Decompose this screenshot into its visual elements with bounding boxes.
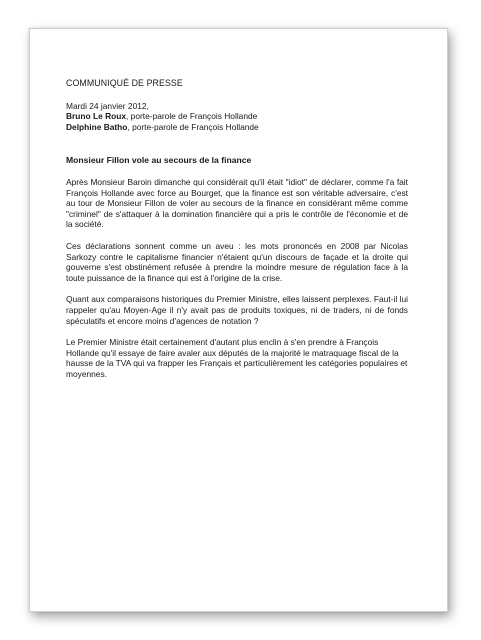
body-paragraph: Le Premier Ministre était certainement d'autant plus enclin à s'en prendre à François Hollande qu'il essaye de faire avaler aux députés de la majorité le matraquage fiscal de la hausse de la TVA qui va frapper les Français et particulièrement les catégories populaires et moyennes. (66, 337, 408, 379)
document-title: Monsieur Fillon vole au secours de la finance (66, 155, 252, 166)
speaker-name: Bruno Le Roux (66, 111, 127, 122)
speaker-role: , porte-parole de François Hollande (127, 121, 259, 132)
document-content (66, 78, 408, 379)
press-release-label: COMMUNIQUÉ DE PRESSE (66, 78, 183, 88)
speaker-name: Delphine Batho (66, 121, 128, 132)
document-meta (66, 101, 408, 133)
speaker-line (66, 111, 408, 122)
body-paragraph: Quant aux comparaisons historiques du Premier Ministre, elles laissent perplexes. Faut-il lui rappeler qu'au Moyen-Age il n'y avait pas de produits toxiques, ni de traders, ni de fonds spéculatifs et encore moins d'agences de notation ? (66, 294, 408, 326)
document-date: Mardi 24 janvier 2012, (66, 100, 149, 111)
speaker-role: , porte-parole de François Hollande (126, 111, 258, 122)
body-paragraph: Ces déclarations sonnent comme un aveu : les mots prononcés en 2008 par Nicolas Sarkozy contre le capitalisme financier n'étaient qu'un discours de façade et la droite qui gouverne s'est obstinément refusée à prendre la moindre mesure de régulation face à la toute puissance de la finance qui est à l'origine de la crise. (66, 240, 408, 283)
speaker-line (66, 122, 408, 133)
body-paragraph: Après Monsieur Baroin dimanche qui considérait qu'il était "idiot" de déclarer, comme l'a fait François Hollande avec force au Bourget, que la finance est son véritable adversaire, c'est au tour de Monsieur Fillon de voler au secours de la finance en considérant même comme "criminel" de s'attaquer à la domination financière qui a pris le contrôle de l'économie et de la société. (66, 176, 408, 230)
document-page (29, 28, 448, 612)
